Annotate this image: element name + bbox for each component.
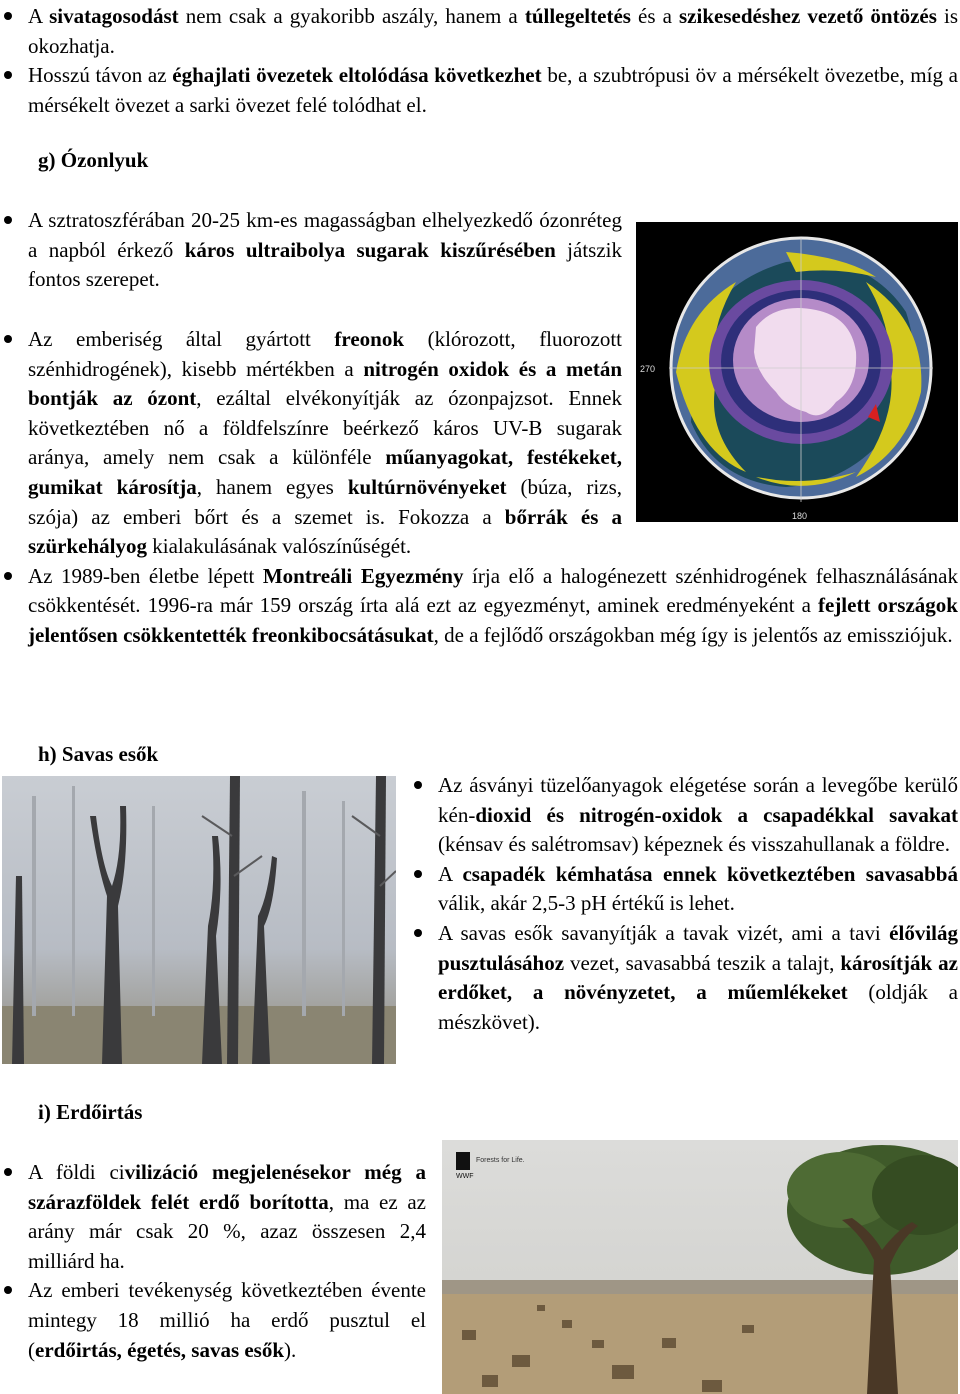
deforest-bullet-2: Az emberi tevékenység következtében évente mintegy 18 millió ha erdő pusztul el (erdőirtás, égetés, savas esők). <box>0 1276 426 1365</box>
section-heading-deforestation: i) Erdőirtás <box>38 1100 143 1124</box>
map-wrap-spacer <box>622 325 958 521</box>
poster-brand: WWF <box>456 1173 474 1180</box>
intro-bullet-2: Hosszú távon az éghajlati övezetek eltolódása következhet be, a szubtrópusi öv a mérsékelt övezetbe, míg a mérsékelt övezet a sarki övezet felé tolódhat el. <box>0 61 958 120</box>
section-heading-acid-rain: h) Savas esők <box>38 742 159 766</box>
poster-tagline: Forests for Life. <box>476 1157 525 1164</box>
map-label-270: 270 <box>640 364 656 374</box>
section-heading-ozone: g) Ózonlyuk <box>38 148 149 172</box>
ozone-bullet-2: Az emberiség által gyártott freonok (klórozott, fluorozott szénhidrogének), kisebb mértékben a nitrogén oxidok és a metán bontják az ózont, ezáltal elvékonyítják az ózonpajzsot. Ennek következtében nő a földfelszínre beérkező káros UV-B sugarak aránya, amely nem csak a különféle műanyagokat, festékeket, gumikat károsítja, hanem egyes kultúrnövényeket (búza, rizs, szója) az emberi bőrt és a szemet is. Fokozza a bőrrák és a szürkehályog kialakulásának valószínűségét. <box>0 325 958 562</box>
acid-bullet-2: A csapadék kémhatása ennek következtében savasabbá válik, akár 2,5-3 pH értékű is lehet. <box>410 860 958 919</box>
ozone-bullet-1: A sztratoszférában 20-25 km-es magasságban elhelyezkedő ózonréteg a napból érkező káros ultraibolya sugarak kiszűrésében játszik fontos szerepet. <box>0 206 622 295</box>
ozone-bullet-3: Az 1989-ben életbe lépett Montreáli Egyezmény írja elő a halogénezett szénhidrogének felhasználásának csökkentését. 1996-ra már 159 ország írta alá ezt az egyezményt, aminek eredményeként a fejlett országok jelentősen csökkentették freonkibocsátásukat, de a fejlődő országokban még így is jelentős az emissziójuk. <box>0 562 958 651</box>
deforest-bullet-1: A földi civilizáció megjelenésekor még a szárazföldek felét erdő borította, ma ez az arány már csak 20 %, azaz összesen 2,4 milliárd ha. <box>0 1158 426 1276</box>
map-label-180: 180 <box>792 511 808 521</box>
acid-rain-forest-photo <box>2 776 396 1064</box>
acid-bullet-1: Az ásványi tüzelőanyagok elégetése során a levegőbe kerülő kén-dioxid és nitrogén-oxidok a csapadékkal savakat (kénsav és salétromsav) képeznek és visszahullanak a földre. <box>410 771 958 860</box>
intro-bullet-1: A sivatagosodást nem csak a gyakoribb aszály, hanem a túllegeltetés és a szikesedéshez vezető öntözés is okozhatja. <box>0 2 958 61</box>
acid-bullet-3: A savas esők savanyítják a tavak vizét, ami a tavi élővilág pusztulásához vezet, savasabbá teszik a talajt, károsítják az erdőket, a növényzetet, a műemlékeket (oldják a mészkövet). <box>410 919 958 1037</box>
deforestation-poster <box>442 1140 958 1394</box>
